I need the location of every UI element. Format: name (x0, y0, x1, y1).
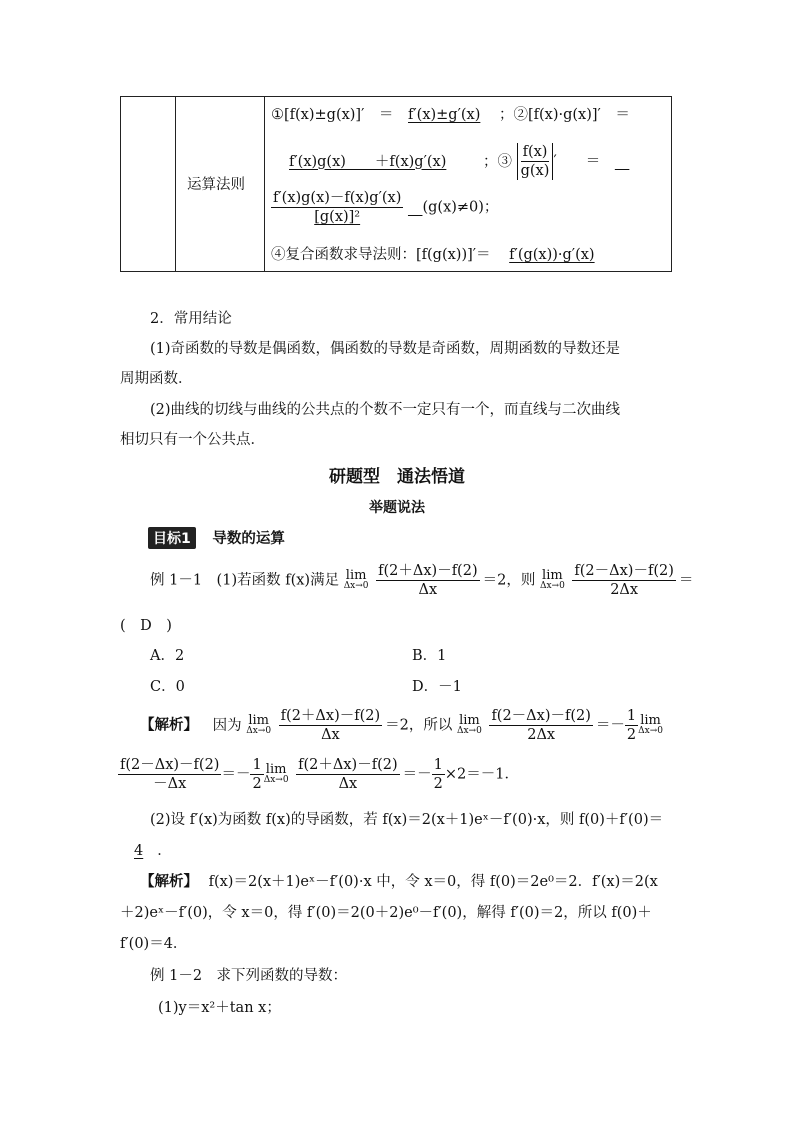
solution-1-line-2: $\frac{f(2-\Delta x)-f(2)}{-\Delta x}$ ＝－ $\frac{1}{2}$ lim Δx→0 $\frac{f(2+\Delta x)-f(2)}{\Delta x}$ ＝－ $\frac{1}{2}$ ×2＝－1． (120, 757, 519, 792)
solution-1-line-1: 【解析】 因为 lim Δx→0 $\frac{f(2+\Delta x)-f(2)}{\Delta x}$ ＝2，所以 lim Δx→0 $\frac{f(2-\Delta x)-f(2)}{2\Delta x}$ ＝－ $\frac{1}{2}$ lim Δx→0 (140, 708, 663, 743)
conclusion-1-line-1: (1)奇函数的导数是偶函数，偶函数的导数是奇函数，周期函数的导数还是 (150, 341, 621, 357)
rule-4: ④复合函数求导法则：[f(g(x))]′＝ f′(g(x))·g′(x) (271, 243, 609, 264)
solution-2-line-1: 【解析】 f(x)＝2(x＋1)eˣ－f′(0)·x 中，令 x＝0，得 f(0)＝2e⁰＝2．f′(x)＝2(x (140, 873, 658, 890)
example-1-2-title: 例 1－2 求下列函数的导数： (150, 968, 348, 984)
conclusion-2-line-1: (2)曲线的切线与曲线的公共点的个数不一定只有一个，而直线与二次曲线 (150, 402, 621, 418)
table-divider (175, 97, 176, 271)
example-1-1-q2-answer: 4 ． (134, 843, 172, 859)
rule-4-answer: f′(g(x))·g′(x) (509, 247, 595, 263)
solution-2-line-3: f′(0)＝4． (120, 936, 188, 952)
option-c: C．0 (150, 679, 185, 695)
rule-1-answer: f′(x)±g′(x) (408, 107, 481, 123)
example-1-1-answer: ( D ) (120, 618, 172, 634)
table-label: 运算法则 (187, 177, 245, 193)
rule-3-answer: $\frac{f'(x)g(x)-f(x)g'(x)}{\text{[g(x)]²}}$ (g(x)≠0)； (273, 190, 499, 225)
conclusion-1-line-2: 周期函数． (120, 371, 193, 387)
target-badge: 目标1 (148, 527, 196, 549)
rule-1: ①[f(x)±g(x)]′ ＝ f′(x)±g′(x) ；②[f(x)·g(x)]′ ＝ (271, 107, 630, 123)
example-1-1-q2: (2)设 f′(x)为函数 f(x)的导函数，若 f(x)＝2(x＋1)eˣ－f′(0)·x，则 f(0)＋f′(0)＝ (150, 812, 664, 828)
section-subtitle: 举题说法 (369, 500, 425, 516)
target-title: 导数的运算 (212, 530, 285, 547)
rule-2-answer: f′(x)g(x) ＋f(x)g′(x) (289, 153, 447, 170)
conclusions-heading: 2．常用结论 (150, 311, 232, 327)
target-heading (148, 527, 285, 549)
option-a: A．2 (150, 648, 185, 664)
example-1-1-stem: 例 1－1 (1)若函数 f(x)满足 lim Δx→0 $\frac{f(2+\Delta x)-f(2)}{\Delta x}$ ＝2，则 lim Δx→0 $\frac{f(2-\Delta x)-f(2)}{2\Delta x}$ ＝ (150, 563, 694, 598)
conclusion-2-line-2: 相切只有一个公共点． (120, 432, 265, 448)
section-title: 研题型 通法悟道 (329, 467, 465, 487)
solution-2-line-2: ＋2)eˣ－f′(0)，令 x＝0，得 f′(0)＝2(0＋2)e⁰－f′(0)，解得 f′(0)＝2，所以 f(0)＋ (120, 905, 652, 921)
rules-table (120, 96, 672, 272)
option-d: D．－1 (412, 679, 462, 695)
rule-2-3: f′(x)g(x) ＋f(x)g′(x) ；③ $\frac{f(x)}{g(x)}$ ′ ＝ (271, 143, 629, 180)
table-divider (264, 97, 265, 271)
example-1-2-item-1: (1)y＝x²＋tan x； (158, 1000, 281, 1016)
option-b: B．1 (412, 648, 447, 664)
solution-label: 【解析】 (140, 716, 198, 734)
solution-label: 【解析】 (140, 873, 198, 890)
